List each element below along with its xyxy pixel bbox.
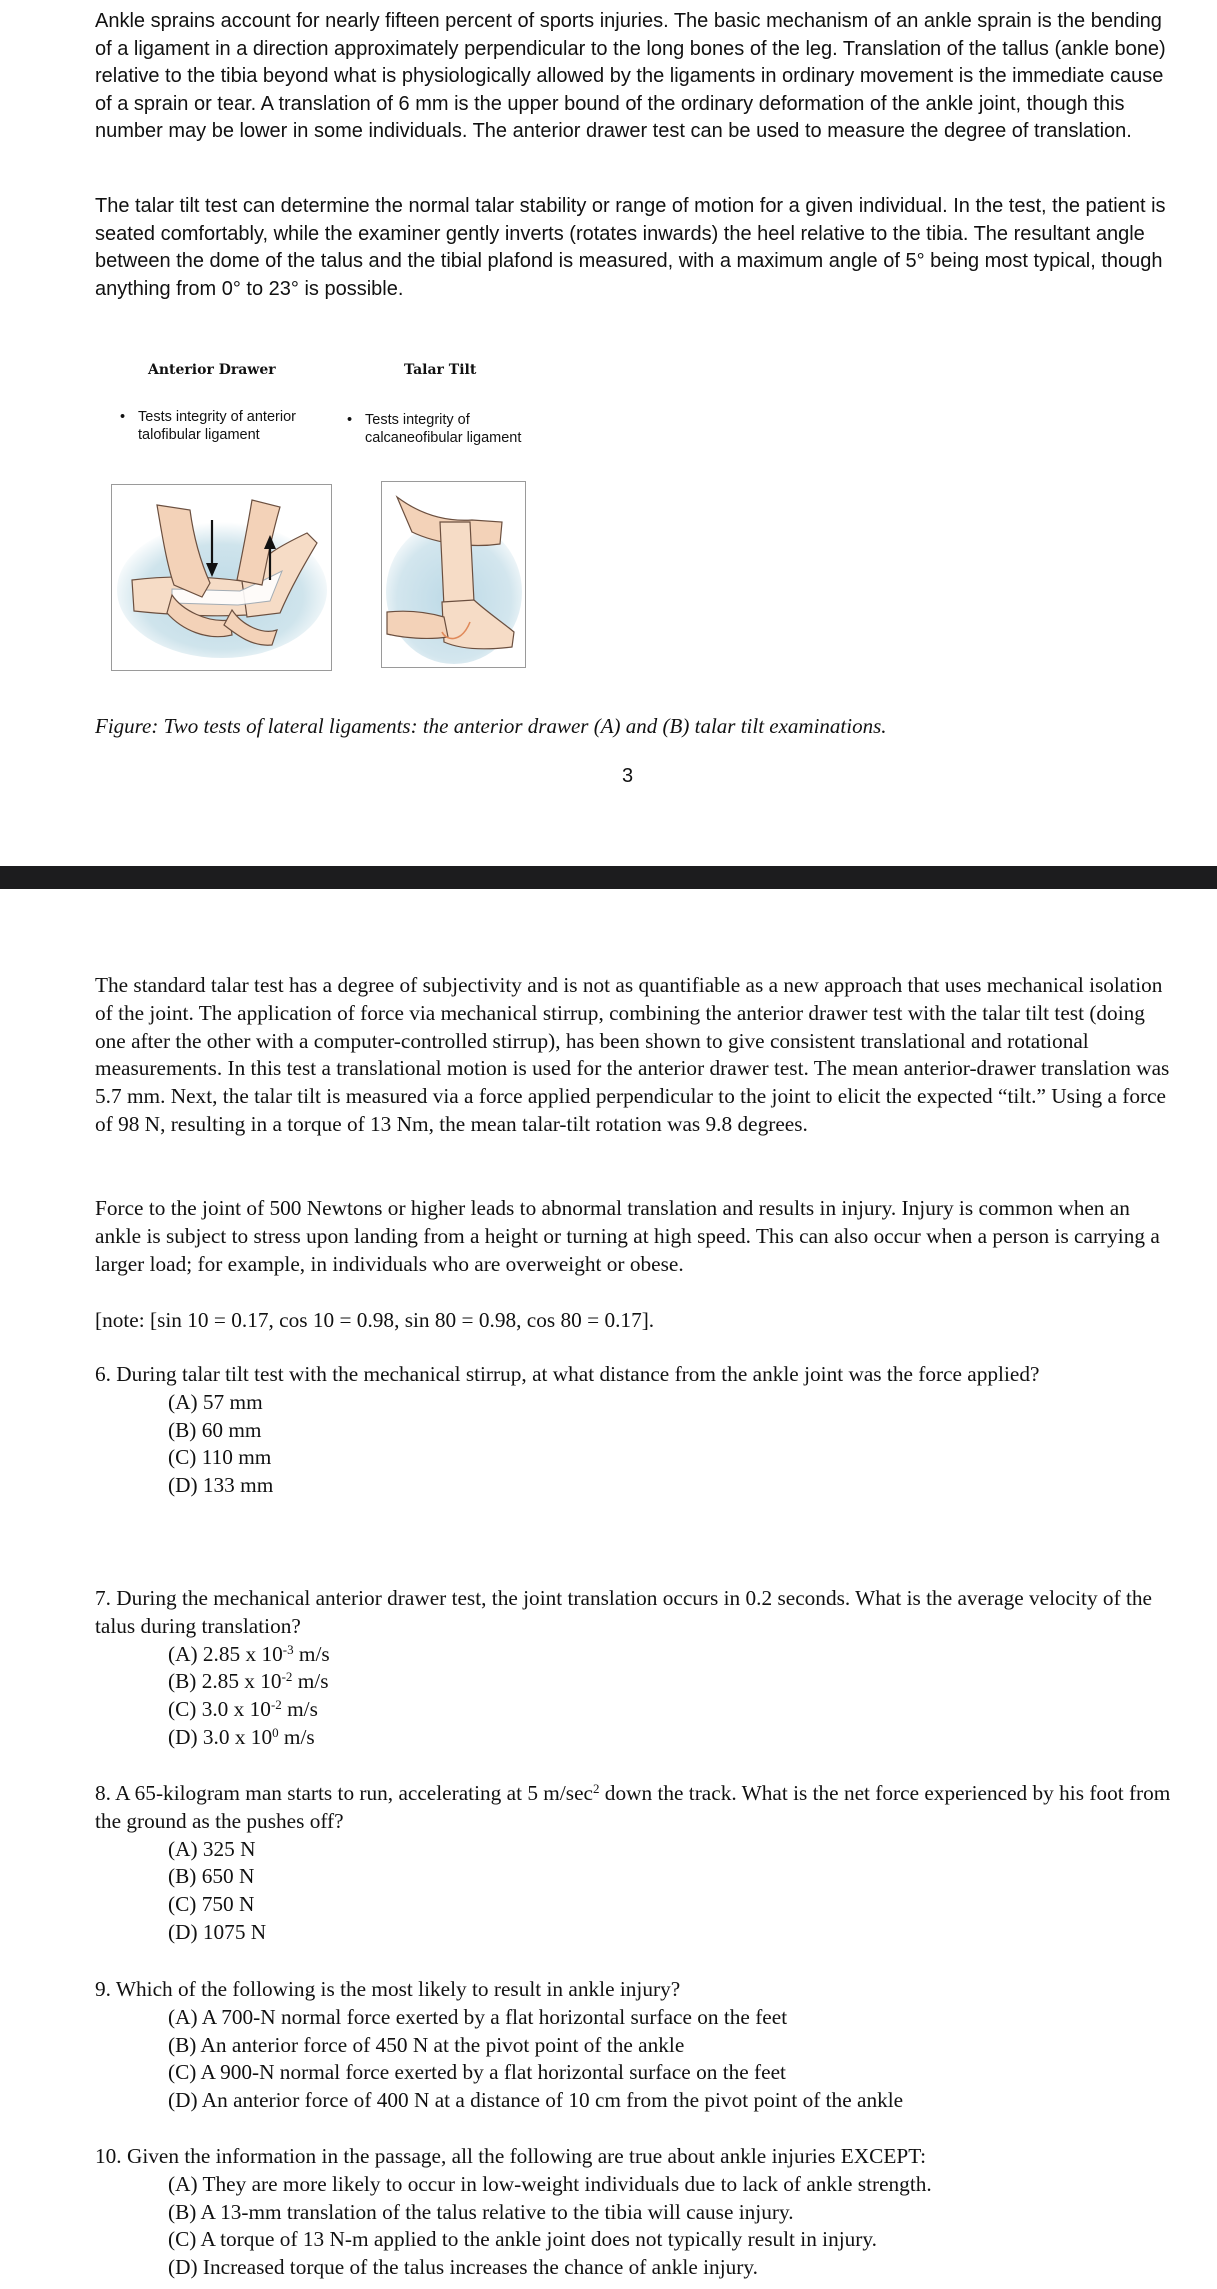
answer-options xyxy=(95,2004,1175,2115)
option-d[interactable]: (D) 133 mm xyxy=(168,1473,274,1498)
anterior-drawer-bullet: • Tests integrity of anterior talofibular ligament xyxy=(120,409,296,443)
page-number: 3 xyxy=(622,765,634,787)
injury-force-paragraph: Force to the joint of 500 Newtons or higher leads to abnormal translation and results in injury. Injury is common when an ankle is subject to stress upon landing from a height or turning at high speed. This can also occur when a person is carrying a larger load; for example, in individuals who are overweight or obese. xyxy=(95,1196,1160,1276)
page-4 xyxy=(0,889,1217,2289)
option-c[interactable]: (C) 3.0 x $10^{-2}$ m/s xyxy=(168,1697,318,1722)
option-b[interactable]: (B) A 13-mm translation of the talus relative to the tibia will cause injury. xyxy=(168,2199,794,2224)
option-b[interactable]: (B) An anterior force of 450 N at the pivot point of the ankle xyxy=(168,2032,685,2057)
question-6 xyxy=(95,1361,1175,1500)
option-a[interactable]: (A) A 700-N normal force exerted by a flat horizontal surface on the feet xyxy=(168,2004,788,2029)
talar-tilt-drawing xyxy=(382,482,525,667)
bullet-dot: • xyxy=(347,412,353,428)
answer-options xyxy=(95,1641,1175,1752)
question-stem: 6. During talar tilt test with the mechanical stirrup, at what distance from the ankle joint was the force applied? xyxy=(95,1362,1040,1386)
question-stem: 10. Given the information in the passage, all the following are true about ankle injuries EXCEPT: xyxy=(95,2144,927,2168)
question-stem: 8. A 65-kilogram man starts to run, accelerating at 5 $m/\sec^2$ down the track. What is the net force experienced by his foot from the ground as the pushes off? xyxy=(95,1781,1171,1833)
talar-tilt-bullet: • Tests integrity of calcaneofibular ligament xyxy=(347,412,522,446)
option-a[interactable]: (A) 325 N xyxy=(168,1836,256,1861)
answer-options xyxy=(95,1389,1175,1500)
question-stem: 9. Which of the following is the most likely to result in ankle injury? xyxy=(95,1977,681,2001)
anterior-drawer-illustration xyxy=(111,484,332,671)
trig-note: [note: [sin 10 = 0.17, cos 10 = 0.98, sin 80 = 0.98, cos 80 = 0.17]. xyxy=(95,1308,655,1332)
page-3 xyxy=(0,0,1217,866)
talar-tilt-paragraph: The talar tilt test can determine the normal talar stability or range of motion for a given individual. In the test, the patient is seated comfortably, while the examiner gently inverts (rotates inwards) the heel relative to the tibia. The resultant angle between the dome of the talus and the tibial plafond is measured, with a maximum angle of 5° being most typical, though anything from 0° to 23° is possible. xyxy=(95,195,1166,300)
stirrup-paragraph: The standard talar test has a degree of subjectivity and is not as quantifiable as a new approach that uses mechanical isolation of the joint. The application of force via mechanical stirrup, combining the anterior drawer test with the talar tilt test (doing one after the other with a computer-controlled stirrup), has been shown to give consistent translational and rotational measurements. In this test a translational motion is used for the anterior drawer test. The mean anterior-drawer translation was 5.7 mm. Next, the talar tilt is measured via a force applied perpendicular to the joint to elicit the expected “tilt.” Using a force of 98 N, resulting in a torque of 13 Nm, the mean talar-tilt rotation was 9.8 degrees. xyxy=(95,973,1170,1136)
question-9 xyxy=(95,1976,1175,2115)
option-a[interactable]: (A) They are more likely to occur in low-weight individuals due to lack of ankle strength. xyxy=(168,2171,932,2196)
option-d[interactable]: (D) An anterior force of 400 N at a distance of 10 cm from the pivot point of the ankle xyxy=(168,2088,904,2113)
bullet-dot: • xyxy=(120,409,126,425)
anterior-drawer-title: Anterior Drawer xyxy=(148,362,276,378)
question-stem: 7. During the mechanical anterior drawer test, the joint translation occurs in 0.2 seconds. What is the average velocity of the talus during translation? xyxy=(95,1586,1153,1638)
page-divider xyxy=(0,866,1217,889)
option-b[interactable]: (B) 2.85 x $10^{-2}$ m/s xyxy=(168,1669,329,1694)
option-d[interactable]: (D) 3.0 x $10^0$ m/s xyxy=(168,1724,315,1749)
option-c[interactable]: (C) A 900-N normal force exerted by a flat horizontal surface on the feet xyxy=(168,2060,786,2085)
answer-options xyxy=(95,2171,1175,2282)
anterior-drawer-drawing xyxy=(112,485,331,670)
talar-tilt-title: Talar Tilt xyxy=(404,362,477,378)
option-c[interactable]: (C) A torque of 13 N-m applied to the ankle joint does not typically result in injury. xyxy=(168,2227,877,2252)
option-b[interactable]: (B) 60 mm xyxy=(168,1417,262,1442)
option-d[interactable]: (D) 1075 N xyxy=(168,1919,267,1944)
option-b[interactable]: (B) 650 N xyxy=(168,1864,255,1889)
question-10 xyxy=(95,2143,1175,2282)
intro-paragraph: Ankle sprains account for nearly fifteen percent of sports injuries. The basic mechanism of an ankle sprain is the bending of a ligament in a direction approximately perpendicular to the long bones of the leg. Translation of the tallus (ankle bone) relative to the tibia beyond what is physiologically allowed by the ligaments in ordinary movement is the immediate cause of a sprain or tear. A translation of 6 mm is the upper bound of the ordinary deformation of the ankle joint, though this number may be lower in some individuals. The anterior drawer test can be used to measure the degree of translation. xyxy=(95,10,1166,142)
option-c[interactable]: (C) 110 mm xyxy=(168,1445,272,1470)
question-8 xyxy=(95,1780,1175,1947)
figure-caption: Figure: Two tests of lateral ligaments: the anterior drawer (A) and (B) talar tilt examinations. xyxy=(95,714,887,738)
option-c[interactable]: (C) 750 N xyxy=(168,1892,255,1917)
answer-options xyxy=(95,1836,1175,1947)
talar-tilt-illustration xyxy=(381,481,526,668)
option-d[interactable]: (D) Increased torque of the talus increases the chance of ankle injury. xyxy=(168,2255,758,2280)
option-a[interactable]: (A) 57 mm xyxy=(168,1389,263,1414)
question-7 xyxy=(95,1585,1175,1752)
option-a[interactable]: (A) 2.85 x $10^{-3}$ m/s xyxy=(168,1641,330,1666)
